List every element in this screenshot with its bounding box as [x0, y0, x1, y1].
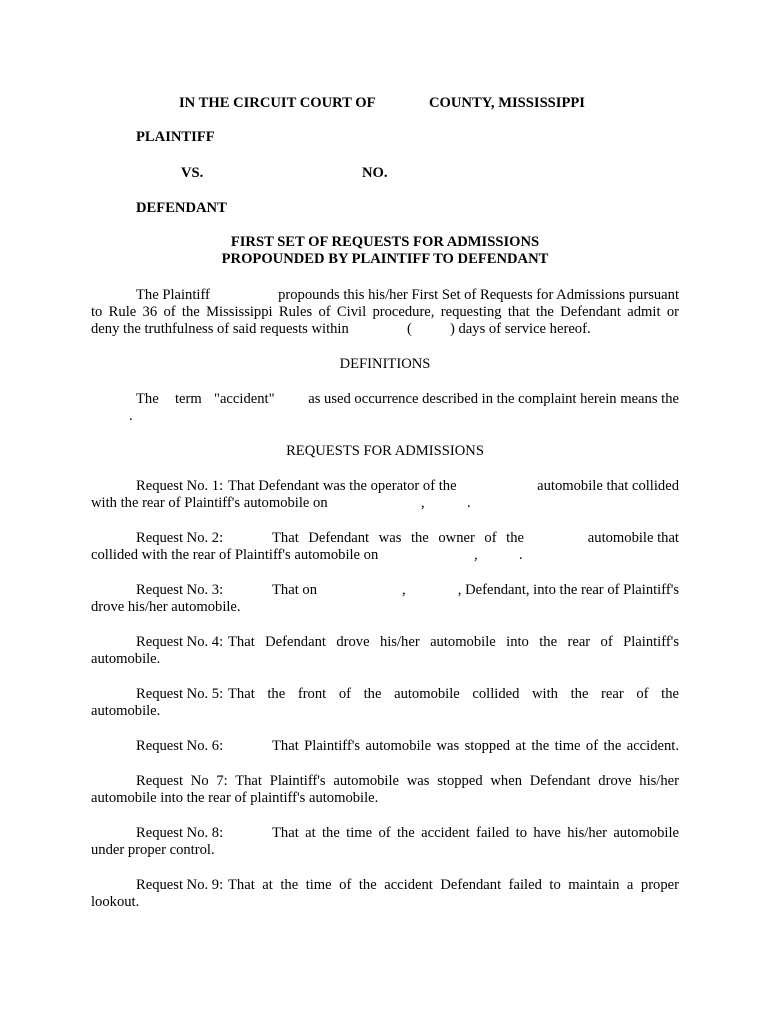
case-number-label: NO. — [362, 165, 388, 181]
plaintiff-label: PLAINTIFF — [136, 129, 215, 145]
request-1-line2: with the rear of Plaintiff's automobile on — [91, 495, 328, 511]
definitions-line2: . — [129, 408, 133, 424]
request-2 — [91, 530, 679, 564]
request-1-label: Request No. 1: — [136, 478, 224, 494]
request-8-label: Request No. 8: — [136, 825, 224, 841]
request-3-line2: drove his/her automobile. — [91, 599, 241, 615]
request-7-line1: Request No 7: That Plaintiff's automobile was stopped when Defendant drove his/her — [136, 773, 679, 789]
request-1-period: . — [467, 495, 471, 511]
court-caption-left: IN THE CIRCUIT COURT OF — [179, 95, 376, 111]
request-2-text-a: That Defendant was the owner of the — [272, 530, 524, 546]
definitions-heading: DEFINITIONS — [339, 356, 431, 372]
request-5-label: Request No. 5: — [136, 686, 224, 702]
document-title-line2: PROPOUNDED BY PLAINTIFF TO DEFENDANT — [221, 251, 549, 267]
definitions-line1-rest: as used occurrence described in the complaint herein means the — [308, 391, 679, 407]
intro-line1-text: propounds this his/her First Set of Requests for Admissions pursuant — [278, 287, 679, 303]
request-2-comma: , — [474, 547, 478, 563]
intro-plaintiff-text: The Plaintiff — [136, 287, 210, 303]
request-3-text-a: That on — [272, 582, 317, 598]
request-3-comma: , — [402, 582, 406, 598]
request-9-line1: That at the time of the accident Defendant failed to maintain a proper — [228, 877, 679, 893]
request-6 — [91, 738, 679, 755]
intro-line3-text: deny the truthfulness of said requests within — [91, 321, 349, 337]
requests-heading: REQUESTS FOR ADMISSIONS — [286, 443, 484, 459]
request-7 — [91, 773, 679, 807]
request-2-label: Request No. 2: — [136, 530, 224, 546]
request-8-text: That at the time of the accident failed to have his/her automobile — [272, 825, 679, 841]
request-5-line1: That the front of the automobile collided with the rear of the — [228, 686, 679, 702]
request-6-text: That Plaintiff's automobile was stopped at the time of the accident. — [272, 738, 679, 754]
definitions-word-term: term — [175, 391, 202, 407]
request-4 — [91, 634, 679, 668]
request-6-label: Request No. 6: — [136, 738, 224, 754]
intro-line2: to Rule 36 of the Mississippi Rules of Civil procedure, requesting that the Defendant admit or — [91, 304, 679, 320]
vs-label: VS. — [181, 165, 204, 181]
request-4-line2: automobile. — [91, 651, 161, 667]
request-9-line2: lookout. — [91, 894, 140, 910]
request-3-label: Request No. 3: — [136, 582, 224, 598]
request-3-text-b: , Defendant, into the rear of Plaintiff's — [457, 582, 679, 598]
definitions-word-the: The — [136, 391, 159, 407]
defendant-label: DEFENDANT — [136, 200, 227, 216]
court-caption-right: COUNTY, MISSISSIPPI — [429, 95, 585, 111]
intro-open-paren: ( — [407, 321, 412, 337]
request-8 — [91, 825, 679, 859]
definitions-word-accident: "accident" — [214, 391, 275, 407]
request-1-comma: , — [421, 495, 425, 511]
request-9 — [91, 877, 679, 911]
request-5-line2: automobile. — [91, 703, 161, 719]
request-7-line2: automobile into the rear of plaintiff's automobile. — [91, 790, 379, 806]
intro-line3-end: ) days of service hereof. — [450, 321, 591, 337]
request-2-text-b: automobile that — [587, 530, 679, 546]
request-5 — [91, 686, 679, 720]
definitions-paragraph — [91, 391, 679, 425]
request-2-line2: collided with the rear of Plaintiff's automobile on — [91, 547, 379, 563]
request-3 — [91, 582, 679, 616]
request-4-line1: That Defendant drove his/her automobile into the rear of Plaintiff's — [228, 634, 679, 650]
request-2-period: . — [519, 547, 523, 563]
request-4-label: Request No. 4: — [136, 634, 224, 650]
request-1-text-b: automobile that collided — [537, 478, 679, 494]
request-1-text-a: That Defendant was the operator of the — [228, 478, 457, 494]
request-9-label: Request No. 9: — [136, 877, 224, 893]
intro-paragraph — [91, 287, 679, 338]
request-8-line2: under proper control. — [91, 842, 215, 858]
document-title-line1: FIRST SET OF REQUESTS FOR ADMISSIONS — [230, 234, 540, 250]
request-1 — [91, 478, 679, 512]
